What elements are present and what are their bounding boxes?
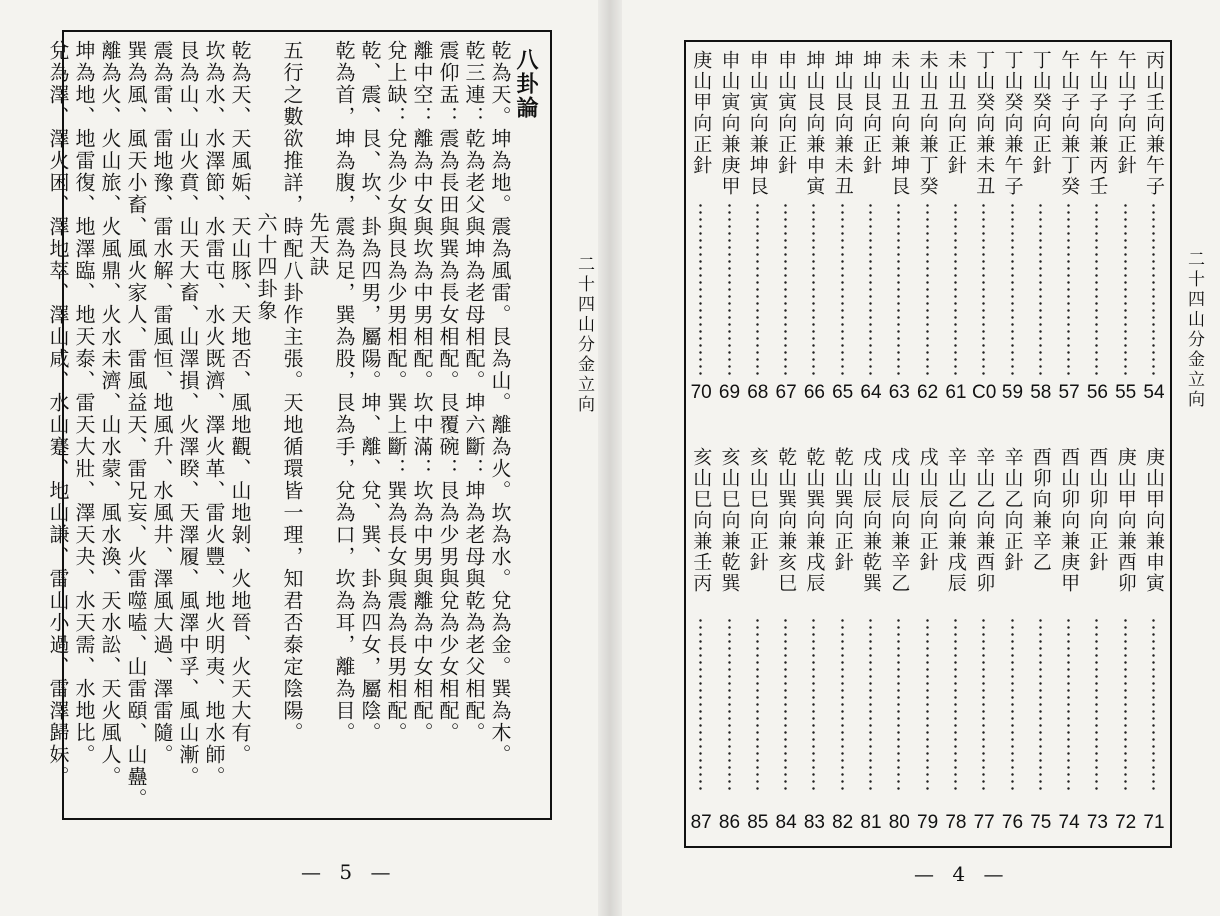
entry-number: 81 (860, 812, 882, 833)
direction-label: 坤山艮向兼未丑 (831, 50, 854, 197)
dot-leader (914, 202, 942, 377)
entry-number: 58 (1030, 382, 1052, 403)
direction-label: 亥山巳向正針 (746, 447, 769, 573)
dot-leader (744, 617, 772, 792)
entry-number: 61 (945, 382, 967, 403)
entry-number: 74 (1058, 812, 1080, 833)
text-frame-left (46, 30, 552, 820)
direction-label: 丁山癸向兼午子 (1001, 50, 1024, 197)
entry-number: 55 (1115, 382, 1137, 403)
entry-number: 64 (860, 382, 882, 403)
entry-number: 65 (832, 382, 854, 403)
entry-number: 66 (803, 382, 825, 403)
direction-label: 申山寅向兼庚甲 (718, 50, 741, 197)
text-column: 兌上缺：兌為少女與艮為少男相配。巽上斷：巽為長女與震為長男相配。 (384, 40, 408, 744)
dot-leader (716, 202, 744, 377)
direction-label: 庚山甲向兼申寅 (1143, 447, 1165, 594)
direction-label: 午山子向兼丙壬 (1086, 50, 1109, 197)
dot-leader (1055, 617, 1083, 792)
text-column: 震仰盂：震為長田與巽為長女相配。艮覆碗：艮為少男與兌為少女相配。 (436, 40, 460, 744)
entry-number: 63 (888, 382, 910, 403)
dot-leader (1112, 202, 1140, 377)
direction-label: 乾山巽向兼戌辰 (803, 447, 826, 594)
entry-number: 73 (1086, 812, 1108, 833)
running-title-left: 二十四山分金立向 (574, 255, 594, 415)
dot-leader (772, 617, 800, 792)
entry-number: 56 (1086, 382, 1108, 403)
direction-label: 丙山壬向兼午子 (1143, 50, 1165, 197)
direction-label: 乾山巽向兼亥巳 (775, 447, 798, 594)
dot-leader (885, 202, 913, 377)
text-column: 乾、震、艮、坎、卦為四男，屬陽。坤、離、兌、巽、卦為四女，屬陰。 (358, 40, 382, 744)
dot-leader (914, 617, 942, 792)
direction-label: 午山子向兼丁癸 (1058, 50, 1081, 197)
entry-number: 75 (1030, 812, 1052, 833)
text-column: 乾為天。坤為地。震為風雷。艮為山。離為火。坎為水。兌為金。巽為木。 (488, 40, 512, 766)
direction-label: 未山丑向兼丁癸 (916, 50, 939, 197)
entry-number: 80 (888, 812, 910, 833)
direction-label: 申山寅向兼坤艮 (746, 50, 769, 197)
dot-leader (885, 617, 913, 792)
direction-label: 戌山辰向兼乾巽 (860, 447, 882, 594)
dot-leader (716, 617, 744, 792)
dot-leader (942, 202, 970, 377)
direction-label: 丁山癸向正針 (1029, 50, 1052, 176)
dot-leader (1027, 202, 1055, 377)
entry-number: 68 (747, 382, 769, 403)
dot-leader (687, 202, 715, 377)
entry-number: 67 (775, 382, 797, 403)
running-title-right: 二十四山分金立向 (1184, 250, 1204, 410)
entry-number: 72 (1115, 812, 1137, 833)
text-column: 乾為天、天風姤、天山豚、天地否、風地觀、山地剝、火地晉、火天大有。 (228, 40, 252, 766)
direction-label: 酉山卯向正針 (1086, 447, 1109, 573)
dot-leader (800, 202, 828, 377)
text-column: 艮為山、山火賁、山天大畜、山澤損、火澤睽、天澤履、風澤中孚、風山漸。 (176, 40, 200, 788)
dot-leader (857, 202, 885, 377)
text-column: 五行之數欲推詳，時配八卦作主張。天地循環皆一理，知君否泰定陰陽。 (280, 40, 304, 744)
direction-label: 亥山巳向兼壬丙 (690, 447, 713, 594)
dot-leader (1055, 202, 1083, 377)
entry-number: 71 (1143, 812, 1165, 833)
dot-leader (970, 617, 998, 792)
entry-number: 86 (718, 812, 741, 833)
dot-leader (999, 202, 1027, 377)
dot-leader (1083, 202, 1111, 377)
dot-leader (800, 617, 828, 792)
text-column: 坎為水、水澤節、水雷屯、水火既濟、澤火革、雷火豐、地火明夷、地水師。 (202, 40, 226, 788)
dot-leader (857, 617, 885, 792)
section-heading: 八卦論 (513, 48, 539, 120)
text-column: 巽為風、風天小畜、風火家人、雷風益天、雷兄妄、火雷噬嗑、山雷頤、山蠱。 (124, 40, 148, 810)
entry-number: 70 (690, 382, 712, 403)
dot-leader (744, 202, 772, 377)
direction-label: 申山寅向正針 (775, 50, 798, 176)
direction-label: 辛山乙向兼酉卯 (973, 447, 996, 594)
dot-leader (1083, 617, 1111, 792)
direction-label: 庚山甲向正針 (690, 50, 713, 176)
page-number-four: — 4 — (914, 862, 1010, 886)
entry-number: 82 (832, 812, 854, 833)
direction-label: 未山丑向兼坤艮 (888, 50, 911, 197)
text-column: 震為雷、雷地豫、雷水解、雷風恒、地風升、水風井、澤風大過、澤雷隨。 (150, 40, 174, 766)
dot-leader (1112, 617, 1140, 792)
direction-label: 亥山巳向兼乾巽 (718, 447, 741, 594)
dot-leader (942, 617, 970, 792)
entry-number: 84 (775, 812, 797, 833)
direction-label: 坤山艮向正針 (860, 50, 882, 176)
direction-label: 酉山卯向兼庚甲 (1058, 447, 1081, 594)
page-four (610, 0, 1220, 916)
direction-label: 戌山辰向兼辛乙 (888, 447, 911, 594)
entry-number: 85 (747, 812, 769, 833)
text-column: 離為火、火山旅、火風鼎、火水未濟、山水蒙、風水渙、天水訟、天火風人。 (98, 40, 122, 788)
direction-label: 午山子向正針 (1114, 50, 1137, 176)
entry-number: 54 (1143, 382, 1165, 403)
direction-label: 乾山巽向正針 (831, 447, 854, 573)
text-column: 乾為首，坤為腹，震為足，巽為股，艮為手，兌為口，坎為耳，離為目。 (332, 40, 356, 744)
text-column: 坤為地、地雷復、地澤臨、地天泰、雷天大壯、澤天夬、水天需、水地比。 (72, 40, 96, 766)
entry-number: 57 (1058, 382, 1080, 403)
entry-number: 76 (1001, 812, 1024, 833)
direction-label: 坤山艮向兼申寅 (803, 50, 826, 197)
direction-label: 酉卯向兼辛乙 (1029, 447, 1052, 573)
dot-leader (829, 202, 857, 377)
dot-leader (687, 617, 715, 792)
dot-leader (999, 617, 1027, 792)
entry-number: 59 (1001, 382, 1024, 403)
direction-label: 丁山癸向兼未丑 (973, 50, 996, 197)
dot-leader (772, 202, 800, 377)
entry-number: 79 (917, 812, 939, 833)
direction-label: 戌山辰向正針 (916, 447, 939, 573)
text-column: 離中空：離為中女與坎為中男相配。坎中滿：坎為中男與離為中女相配。 (410, 40, 434, 744)
text-column: 六十四卦象 (254, 212, 278, 322)
entry-number: 83 (803, 812, 825, 833)
entry-number: 62 (917, 382, 939, 403)
page-number-five: — 5 — (301, 860, 397, 884)
dot-leader (1140, 617, 1168, 792)
table-frame-right (684, 40, 1172, 848)
dot-leader (1027, 617, 1055, 792)
direction-label: 辛山乙向兼戌辰 (944, 447, 967, 594)
entry-number: 69 (718, 382, 741, 403)
dot-leader (829, 617, 857, 792)
direction-label: 未山丑向正針 (944, 50, 967, 176)
dot-leader (970, 202, 998, 377)
direction-label: 庚山甲向兼酉卯 (1114, 447, 1137, 594)
direction-label: 辛山乙向正針 (1001, 447, 1024, 573)
entry-number: 78 (945, 812, 967, 833)
text-column: 兌為澤、澤火困、澤地萃、澤山咸、水山蹇、地山謙、雷山小過、雷澤歸妹。 (46, 40, 70, 788)
entry-number: C0 (972, 382, 997, 403)
text-column: 先天訣 (306, 212, 330, 278)
entry-number: 87 (690, 812, 712, 833)
entry-number: 77 (973, 812, 995, 833)
dot-leader (1140, 202, 1168, 377)
text-column: 乾三連：乾為老父與坤為老母相配。坤六斷：坤為老母與乾為老父相配。 (462, 40, 486, 744)
